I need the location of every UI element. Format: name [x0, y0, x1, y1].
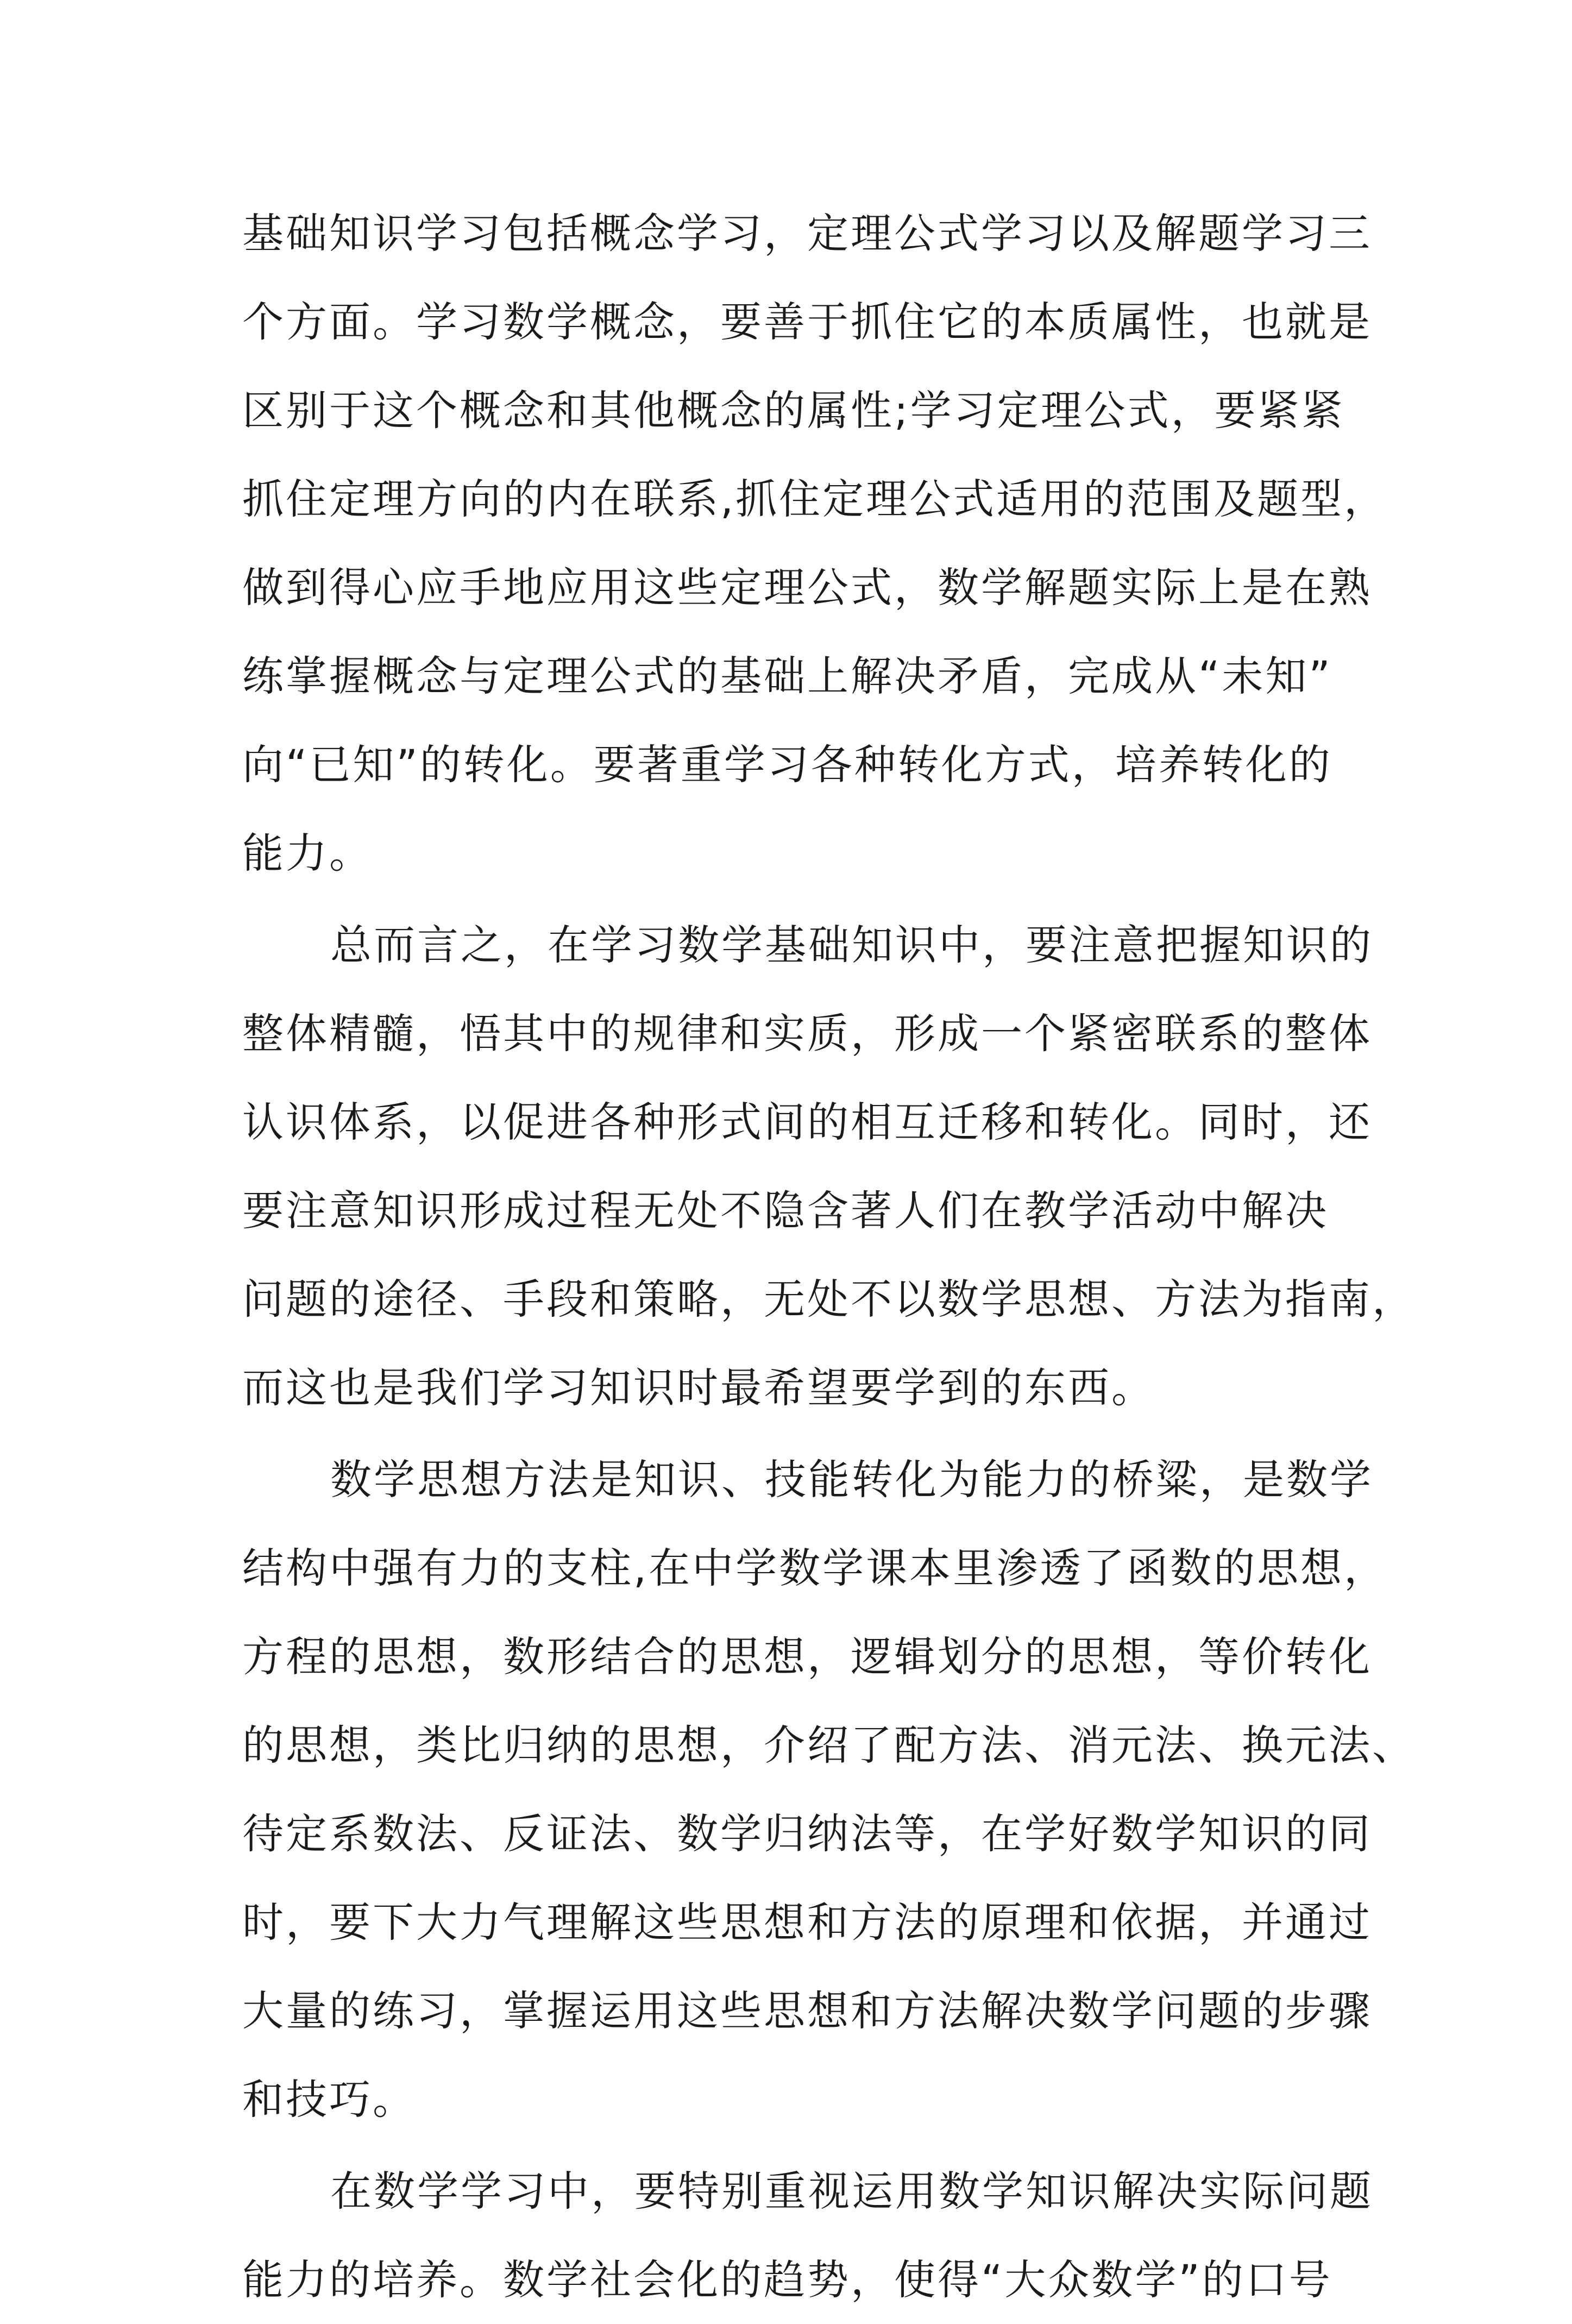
paragraph-first-line: 总而言之，在学习数学基础知识中，要注意把握知识的 [330, 921, 1373, 969]
paragraph-line: 要注意知识形成过程无处不隐含著人们在教学活动中解决 [242, 1186, 1329, 1235]
paragraph-line: 而这也是我们学习知识时最希望要学到的东西。 [242, 1364, 1155, 1412]
paragraph-line: 能力。 [242, 829, 373, 877]
paragraph-line: 个方面。学习数学概念，要善于抓住它的本质属性，也就是 [242, 298, 1372, 346]
paragraph-line: 向“已知”的转化。要著重学习各种转化方式，培养转化的 [242, 740, 1332, 789]
paragraph-line: 认识体系，以促进各种形式间的相互迁移和转化。同时，还 [242, 1098, 1372, 1146]
paragraph-line: 整体精髓，悟其中的规律和实质，形成一个紧密联系的整体 [242, 1009, 1372, 1058]
paragraph-line: 和技巧。 [242, 2075, 416, 2124]
paragraph-line: 大量的练习，掌握运用这些思想和方法解决数学问题的步骤 [242, 1987, 1372, 2035]
paragraph-4 [242, 2147, 1373, 2324]
paragraph-line: 能力的培养。数学社会化的趋势，使得“大众数学”的口号 [242, 2256, 1332, 2304]
paragraph-line: 区别于这个概念和其他概念的属性;学习定理公式，要紧紧 [242, 386, 1345, 435]
paragraph-line: 抓住定理方向的内在联系,抓住定理公式适用的范围及题型， [242, 475, 1388, 523]
paragraph-2 [242, 901, 1416, 1432]
paragraph-line: 方程的思想，数形结合的思想，逻辑划分的思想，等价转化 [242, 1632, 1372, 1681]
paragraph-line: 练掌握概念与定理公式的基础上解决矛盾，完成从“未知” [242, 652, 1332, 700]
paragraph-line: 基础知识学习包括概念学习，定理公式学习以及解题学习三 [242, 209, 1372, 257]
paragraph-line: 时，要下大力气理解这些思想和方法的原理和依据，并通过 [242, 1898, 1372, 1946]
paragraph-first-line: 在数学学习中，要特别重视运用数学知识解决实际问题 [330, 2167, 1373, 2215]
paragraph-first-line: 数学思想方法是知识、技能转化为能力的桥粱，是数学 [330, 1455, 1373, 1504]
paragraph-line: 的思想，类比归纳的思想，介绍了配方法、消元法、换元法、 [242, 1721, 1416, 1769]
body-text [242, 189, 1416, 2324]
paragraph-line: 结构中强有力的支柱,在中学数学课本里渗透了函数的思想， [242, 1544, 1388, 1592]
paragraph-line: 问题的途径、手段和策略，无处不以数学思想、方法为指南， [242, 1275, 1416, 1323]
paragraph-3 [242, 1435, 1416, 2144]
paragraph-line: 做到得心应手地应用这些定理公式，数学解题实际上是在熟 [242, 563, 1372, 612]
paragraph-1 [242, 189, 1388, 897]
paragraph-line: 待定系数法、反证法、数学归纳法等，在学好数学知识的同 [242, 1810, 1372, 1858]
